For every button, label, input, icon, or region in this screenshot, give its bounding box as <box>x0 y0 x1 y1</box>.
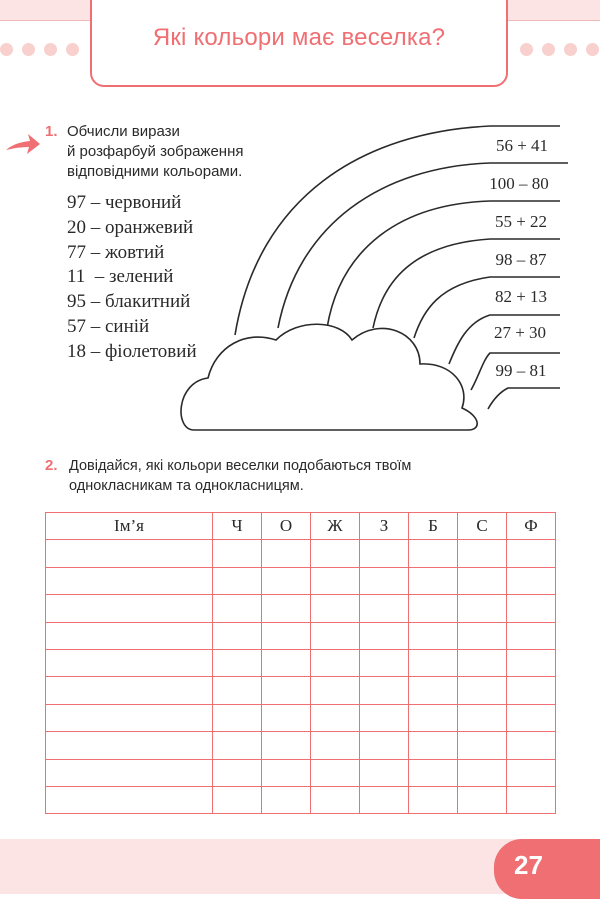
color-cell[interactable] <box>262 540 311 567</box>
header-name: Ім’я <box>46 513 213 540</box>
header-violet: Ф <box>507 513 556 540</box>
task1-line: відповідними кольорами. <box>67 163 243 180</box>
legend-value: 95 <box>67 291 86 313</box>
task2-instructions <box>69 456 411 496</box>
color-cell[interactable] <box>507 786 556 813</box>
color-cell[interactable] <box>409 786 458 813</box>
color-cell[interactable] <box>409 649 458 676</box>
color-cell[interactable] <box>409 622 458 649</box>
color-cell[interactable] <box>409 732 458 759</box>
color-cell[interactable] <box>458 732 507 759</box>
expression-label: 98 – 87 <box>495 250 547 269</box>
color-cell[interactable] <box>409 677 458 704</box>
color-cell[interactable] <box>458 567 507 594</box>
task1-number: 1. <box>45 123 58 140</box>
color-cell[interactable] <box>409 567 458 594</box>
page-number: 27 <box>514 850 543 880</box>
table-row <box>46 622 556 649</box>
table-row <box>46 704 556 731</box>
name-cell[interactable] <box>46 759 213 786</box>
color-cell[interactable] <box>311 649 360 676</box>
cloud-shape <box>181 324 477 430</box>
expression-label: 82 + 13 <box>494 287 548 306</box>
color-cell[interactable] <box>213 622 262 649</box>
color-cell[interactable] <box>311 622 360 649</box>
decor-dot <box>564 43 577 56</box>
decor-dot <box>542 43 555 56</box>
color-cell[interactable] <box>507 567 556 594</box>
color-cell[interactable] <box>507 540 556 567</box>
color-cell[interactable] <box>360 759 409 786</box>
title-box <box>90 0 508 87</box>
color-cell[interactable] <box>507 622 556 649</box>
task2-line: однокласникам та однокласницям. <box>69 478 304 494</box>
color-cell[interactable] <box>360 567 409 594</box>
header-red: Ч <box>213 513 262 540</box>
decor-dot <box>586 43 599 56</box>
table-row <box>46 649 556 676</box>
legend-color: блакитний <box>105 291 191 313</box>
rainbow-band-8 <box>488 388 560 409</box>
color-cell[interactable] <box>360 622 409 649</box>
task2-number: 2. <box>45 457 58 474</box>
color-cell[interactable] <box>213 649 262 676</box>
name-cell[interactable] <box>46 677 213 704</box>
table-row <box>46 732 556 759</box>
color-cell[interactable] <box>360 595 409 622</box>
task2-line: Довідайся, які кольори веселки подобаються твоїм <box>69 458 412 474</box>
decor-dot <box>0 43 13 56</box>
color-cell[interactable] <box>262 595 311 622</box>
legend-color: жовтий <box>105 241 165 263</box>
color-cell[interactable] <box>311 540 360 567</box>
decor-dot <box>44 43 57 56</box>
color-cell[interactable] <box>213 540 262 567</box>
name-cell[interactable] <box>46 540 213 567</box>
color-cell[interactable] <box>262 622 311 649</box>
table-row <box>46 759 556 786</box>
table-row <box>46 540 556 567</box>
pointer-arrow-icon <box>5 131 41 157</box>
color-cell[interactable] <box>409 540 458 567</box>
header-green: З <box>360 513 409 540</box>
color-cell[interactable] <box>458 649 507 676</box>
color-cell[interactable] <box>458 622 507 649</box>
color-cell[interactable] <box>311 704 360 731</box>
header-light-blue: Б <box>409 513 458 540</box>
color-cell[interactable] <box>213 677 262 704</box>
name-cell[interactable] <box>46 567 213 594</box>
decor-dot <box>66 43 79 56</box>
name-cell[interactable] <box>46 649 213 676</box>
header-yellow: Ж <box>311 513 360 540</box>
color-cell[interactable] <box>360 649 409 676</box>
legend-dash: – <box>90 315 101 337</box>
legend-color: червоний <box>105 192 182 213</box>
legend-value: 97 <box>67 192 86 213</box>
color-cell[interactable] <box>262 677 311 704</box>
legend-dash: – <box>90 340 101 362</box>
legend-value: 57 <box>67 315 86 337</box>
legend-dash: – <box>90 192 101 213</box>
page-title: Які кольори має веселка? <box>152 24 446 51</box>
color-cell[interactable] <box>458 759 507 786</box>
color-cell[interactable] <box>213 567 262 594</box>
color-cell[interactable] <box>409 704 458 731</box>
color-cell[interactable] <box>360 786 409 813</box>
expression-label: 56 + 41 <box>495 136 549 155</box>
color-cell[interactable] <box>213 732 262 759</box>
color-cell[interactable] <box>262 649 311 676</box>
table-row <box>46 595 556 622</box>
header-blue: С <box>458 513 507 540</box>
legend-color: зелений <box>109 266 174 288</box>
header-orange: О <box>262 513 311 540</box>
legend-dash: – <box>90 291 101 313</box>
legend-value: 20 <box>67 216 86 238</box>
color-cell[interactable] <box>262 786 311 813</box>
color-cell[interactable] <box>311 677 360 704</box>
color-cell[interactable] <box>360 540 409 567</box>
color-cell[interactable] <box>213 759 262 786</box>
color-cell[interactable] <box>311 732 360 759</box>
legend-color: фіолетовий <box>105 340 197 362</box>
color-cell[interactable] <box>458 677 507 704</box>
decor-dot <box>520 43 533 56</box>
name-cell[interactable] <box>46 595 213 622</box>
color-cell[interactable] <box>311 786 360 813</box>
table-header-row <box>46 513 556 540</box>
color-cell[interactable] <box>458 786 507 813</box>
color-cell[interactable] <box>213 595 262 622</box>
legend-dash: – <box>90 241 101 263</box>
legend-color: синій <box>105 315 150 337</box>
color-cell[interactable] <box>360 704 409 731</box>
legend-dash: – <box>94 266 105 288</box>
color-cell[interactable] <box>409 759 458 786</box>
color-cell[interactable] <box>262 759 311 786</box>
task1-line: й розфарбуй зображення <box>67 143 244 160</box>
legend-value: 11 <box>67 266 86 288</box>
table-body <box>46 540 556 814</box>
table-row <box>46 567 556 594</box>
legend-value: 18 <box>67 340 86 362</box>
color-cell[interactable] <box>311 759 360 786</box>
color-cell[interactable] <box>458 540 507 567</box>
color-cell[interactable] <box>360 732 409 759</box>
color-cell[interactable] <box>213 786 262 813</box>
table-row <box>46 677 556 704</box>
color-cell[interactable] <box>360 677 409 704</box>
color-cell[interactable] <box>311 595 360 622</box>
decor-dot <box>22 43 35 56</box>
color-cell[interactable] <box>507 732 556 759</box>
color-cell[interactable] <box>409 595 458 622</box>
color-cell[interactable] <box>507 677 556 704</box>
color-cell[interactable] <box>262 704 311 731</box>
color-cell[interactable] <box>507 759 556 786</box>
color-cell[interactable] <box>262 567 311 594</box>
expression-label: 99 – 81 <box>495 361 547 380</box>
expression-label: 55 + 22 <box>494 212 548 231</box>
color-cell[interactable] <box>262 732 311 759</box>
color-cell[interactable] <box>507 704 556 731</box>
expression-label: 100 – 80 <box>489 174 549 193</box>
task1-line: Обчисли вирази <box>67 123 180 140</box>
expression-label: 27 + 30 <box>493 323 547 342</box>
color-cell[interactable] <box>507 649 556 676</box>
color-cell[interactable] <box>458 704 507 731</box>
table-row <box>46 786 556 813</box>
name-cell[interactable] <box>46 622 213 649</box>
color-cell[interactable] <box>507 595 556 622</box>
name-cell[interactable] <box>46 732 213 759</box>
name-cell[interactable] <box>46 786 213 813</box>
color-survey-table <box>45 512 556 814</box>
color-cell[interactable] <box>213 704 262 731</box>
name-cell[interactable] <box>46 704 213 731</box>
color-cell[interactable] <box>311 567 360 594</box>
color-cell[interactable] <box>458 595 507 622</box>
legend-color: оранжевий <box>105 216 194 238</box>
legend-value: 77 <box>67 241 86 263</box>
page-number-tab <box>494 839 600 899</box>
rainbow-drawing <box>170 120 560 440</box>
legend-dash: – <box>90 216 101 238</box>
